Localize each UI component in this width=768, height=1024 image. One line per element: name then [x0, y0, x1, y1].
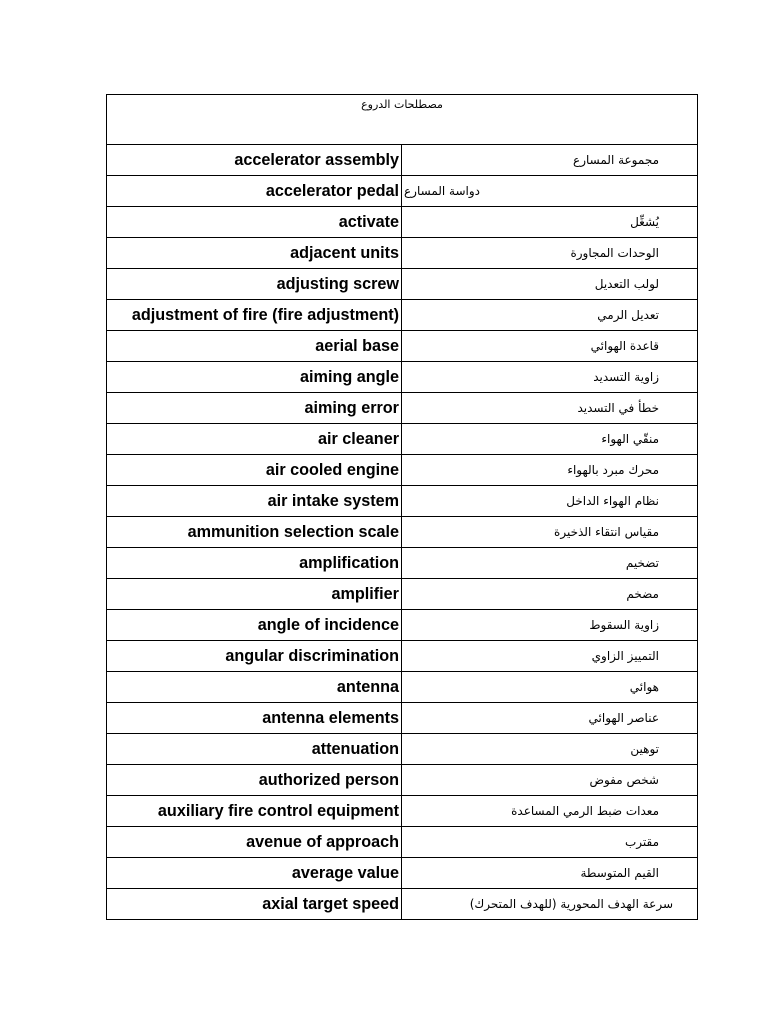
arabic-term: توهين [402, 734, 698, 765]
arabic-term: مجموعة المسارع [402, 145, 698, 176]
english-term: axial target speed [107, 889, 402, 920]
table-row [107, 300, 698, 331]
table-row [107, 672, 698, 703]
english-term: angular discrimination [107, 641, 402, 672]
english-term: angle of incidence [107, 610, 402, 641]
arabic-term: عناصر الهوائي [402, 703, 698, 734]
arabic-term: التمييز الزاوي [402, 641, 698, 672]
arabic-term: سرعة الهدف المحورية (للهدف المتحرك) [402, 889, 698, 920]
arabic-term: تعديل الرمي [402, 300, 698, 331]
english-term: avenue of approach [107, 827, 402, 858]
english-term: authorized person [107, 765, 402, 796]
arabic-term: لولب التعديل [402, 269, 698, 300]
glossary-table [106, 94, 698, 920]
arabic-term: محرك مبرد بالهواء [402, 455, 698, 486]
table-row [107, 393, 698, 424]
arabic-term: شخص مفوض [402, 765, 698, 796]
table-row [107, 858, 698, 889]
english-term: adjacent units [107, 238, 402, 269]
table-row [107, 362, 698, 393]
english-term: amplification [107, 548, 402, 579]
english-term: ammunition selection scale [107, 517, 402, 548]
table-row [107, 765, 698, 796]
english-term: air intake system [107, 486, 402, 517]
english-term: aiming error [107, 393, 402, 424]
english-term: aerial base [107, 331, 402, 362]
table-row [107, 579, 698, 610]
table-row [107, 424, 698, 455]
english-term: aiming angle [107, 362, 402, 393]
arabic-term: نظام الهواء الداخل [402, 486, 698, 517]
table-row [107, 176, 698, 207]
table-row [107, 734, 698, 765]
table-row [107, 207, 698, 238]
arabic-term: زاوية السقوط [402, 610, 698, 641]
english-term: attenuation [107, 734, 402, 765]
arabic-term: الوحدات المجاورة [402, 238, 698, 269]
english-term: air cleaner [107, 424, 402, 455]
table-row [107, 610, 698, 641]
arabic-term: دواسة المسارع [402, 176, 698, 207]
glossary-body [107, 95, 698, 920]
table-row [107, 486, 698, 517]
table-row [107, 827, 698, 858]
arabic-term: مضخم [402, 579, 698, 610]
table-row [107, 548, 698, 579]
table-row [107, 703, 698, 734]
english-term: antenna elements [107, 703, 402, 734]
english-term: average value [107, 858, 402, 889]
english-term: adjusting screw [107, 269, 402, 300]
title-row [107, 95, 698, 145]
english-term: accelerator pedal [107, 176, 402, 207]
table-row [107, 455, 698, 486]
english-term: accelerator assembly [107, 145, 402, 176]
english-term: amplifier [107, 579, 402, 610]
table-row [107, 145, 698, 176]
table-row [107, 238, 698, 269]
arabic-term: قاعدة الهوائي [402, 331, 698, 362]
table-row [107, 269, 698, 300]
arabic-term: مقياس انتقاء الذخيرة [402, 517, 698, 548]
arabic-term: معدات ضبط الرمي المساعدة [402, 796, 698, 827]
table-row [107, 331, 698, 362]
english-term: air cooled engine [107, 455, 402, 486]
arabic-term: زاوية التسديد [402, 362, 698, 393]
arabic-term: مقترب [402, 827, 698, 858]
arabic-term: تضخيم [402, 548, 698, 579]
english-term: auxiliary fire control equipment [107, 796, 402, 827]
english-term: activate [107, 207, 402, 238]
table-row [107, 796, 698, 827]
arabic-term: يُشغِّل [402, 207, 698, 238]
table-row [107, 517, 698, 548]
arabic-term: خطأ في التسديد [402, 393, 698, 424]
english-term: adjustment of fire (fire adjustment) [107, 300, 402, 331]
table-title: مصطلحات الدروع [107, 95, 698, 145]
arabic-term: القيم المتوسطة [402, 858, 698, 889]
english-term: antenna [107, 672, 402, 703]
table-row [107, 641, 698, 672]
arabic-term: منقّي الهواء [402, 424, 698, 455]
table-row [107, 889, 698, 920]
arabic-term: هوائي [402, 672, 698, 703]
